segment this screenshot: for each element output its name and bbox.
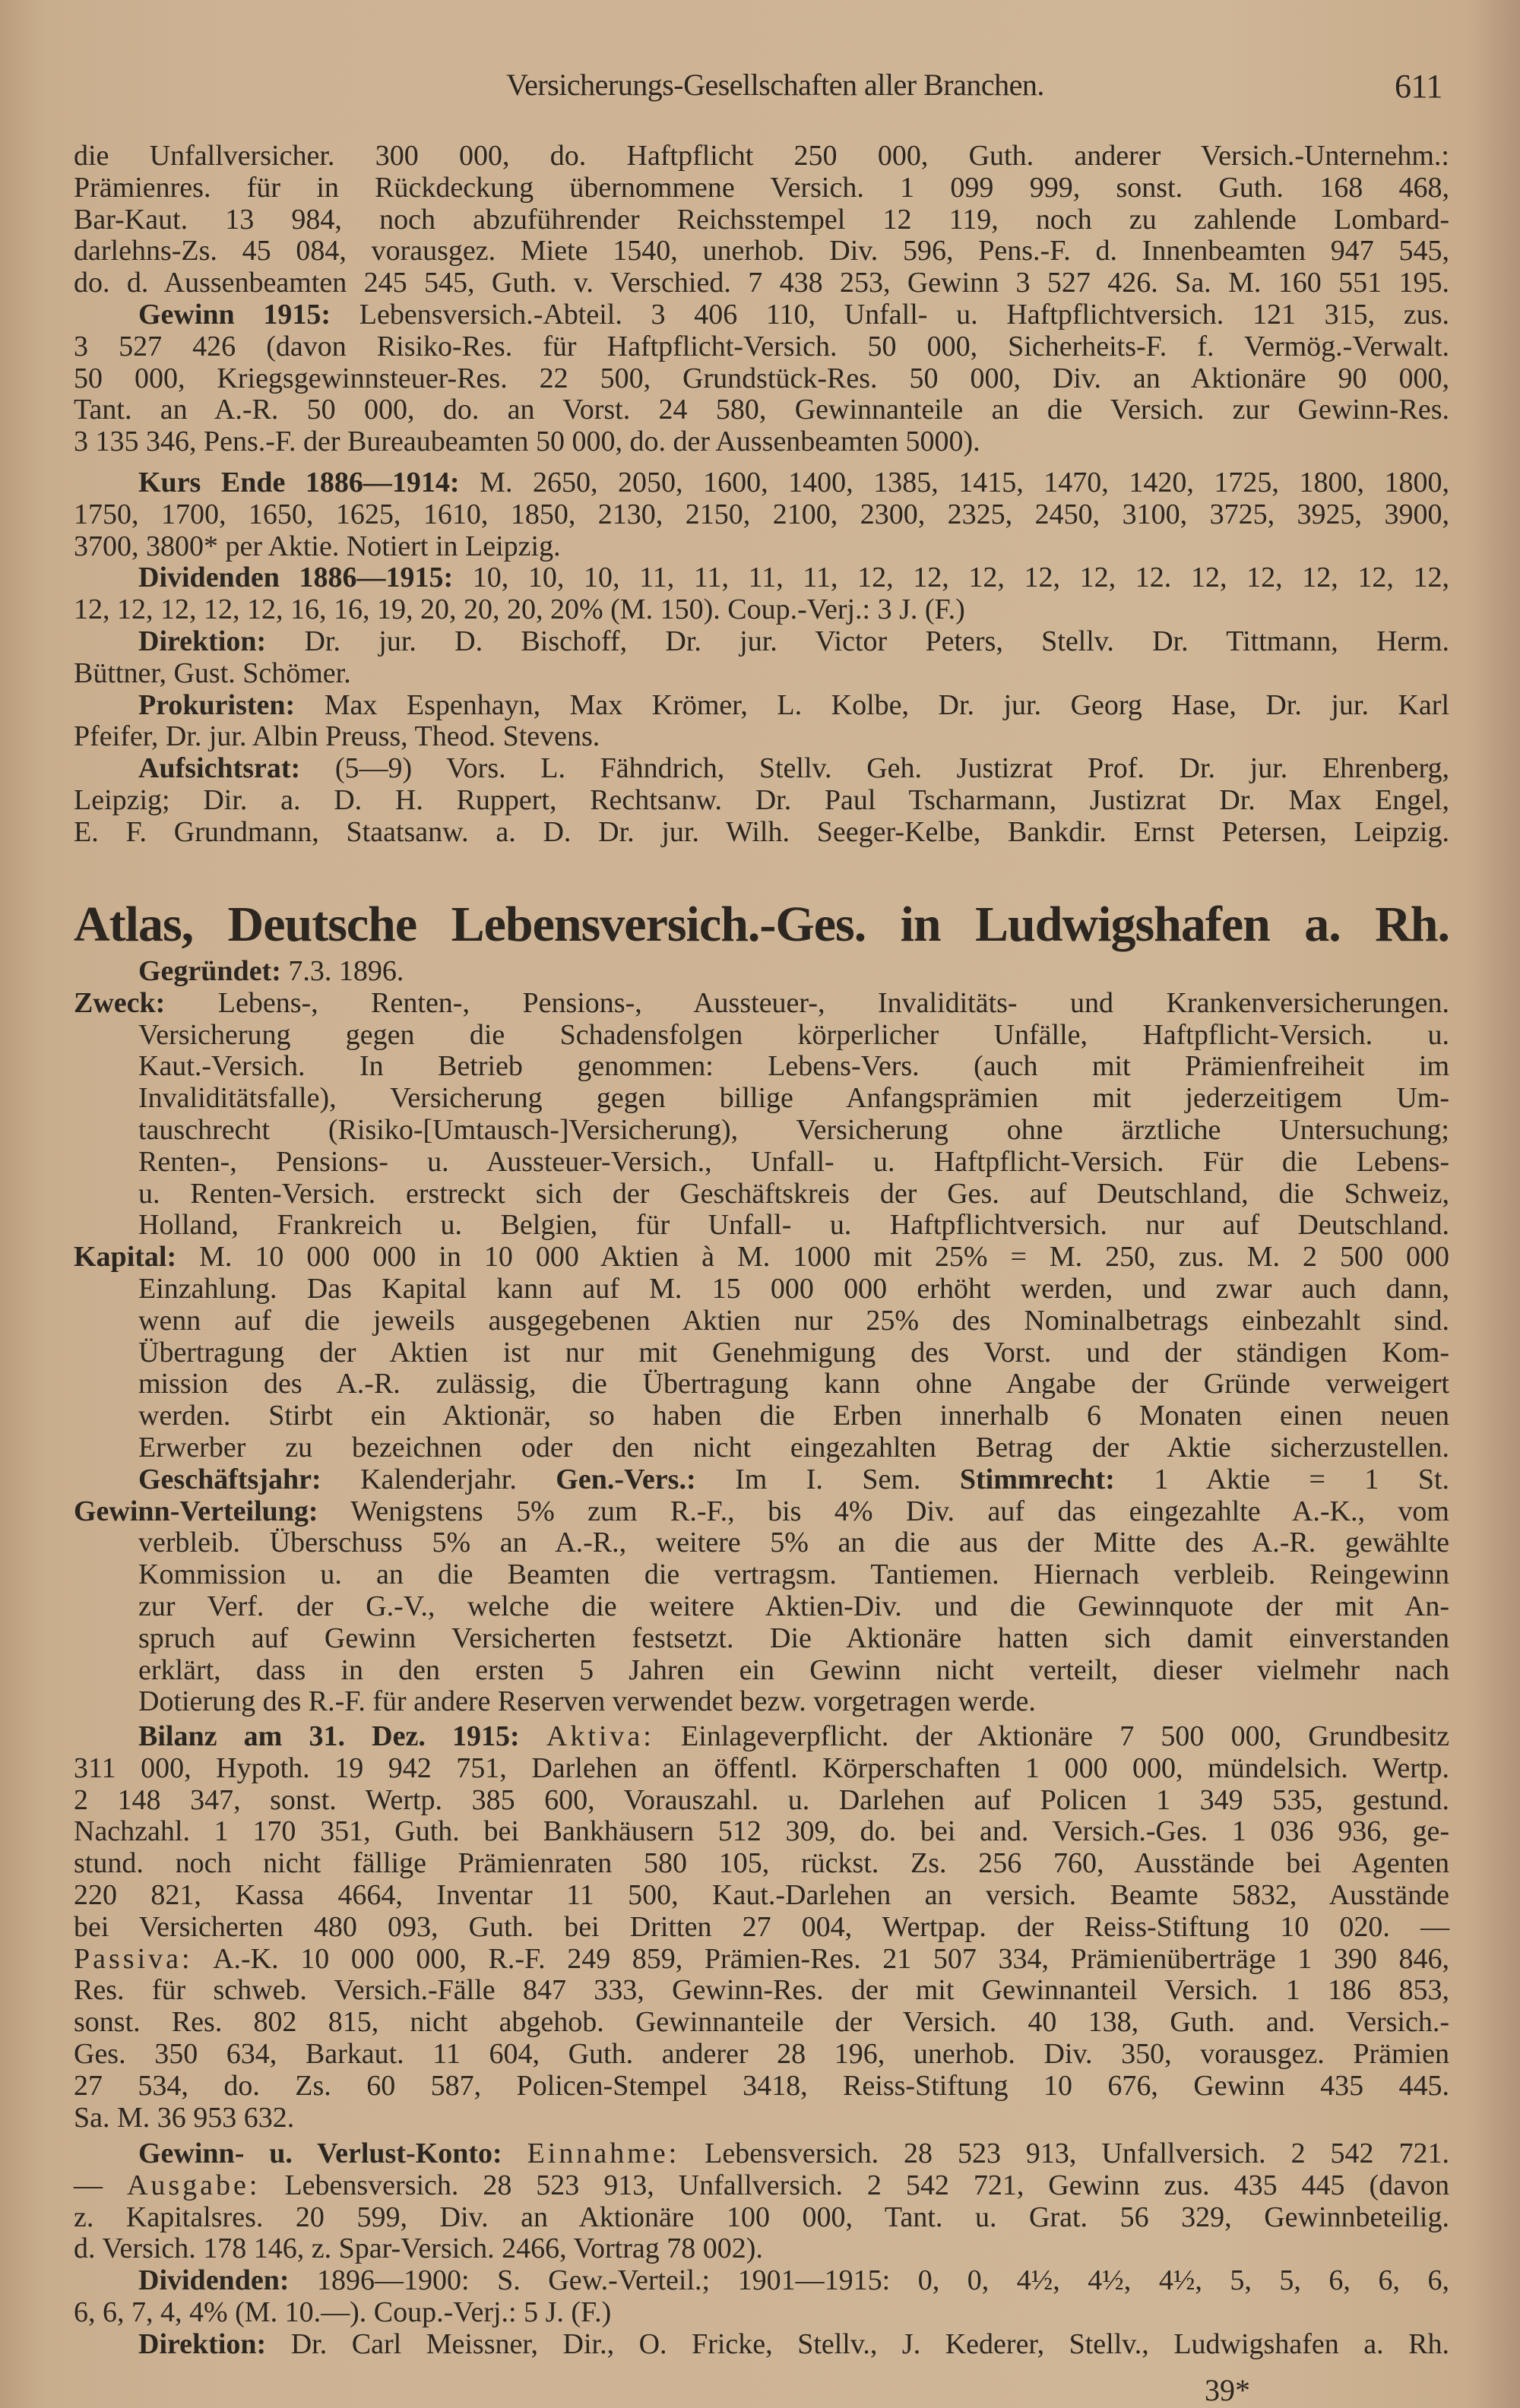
- text-line: z. Kapitalsres. 20 599, Div. an Aktionäre 100 000, Tant. u. Grat. 56 329, Gewinnbeteilig.: [74, 2201, 1449, 2233]
- text: Max Espenhayn, Max Krömer, L. Kolbe, Dr. jur. Georg Hase, Dr. jur. Karl: [324, 688, 1450, 721]
- text-line: Dotierung des R.-F. für andere Reserven verwendet bezw. vorgetragen werde.: [138, 1685, 1036, 1718]
- text: Dr. jur. D. Bischoff, Dr. jur. Victor Peters, Stellv. Dr. Tittmann, Herm.: [304, 625, 1450, 657]
- section-label: Gewinn-Verteilung:: [74, 1495, 318, 1527]
- text-line: Prämienres. für in Rückdeckung übernommene Versich. 1 099 999, sonst. Guth. 168 468,: [74, 171, 1449, 204]
- text: Lebensversich.-Abteil. 3 406 110, Unfall- u. Haftpflichtversich. 121 315, zus.: [359, 298, 1449, 331]
- text-line: Übertragung der Aktien ist nur mit Genehmigung des Vorst. und der ständigen Kom-: [138, 1336, 1449, 1369]
- text-line: Invaliditätsfalle), Versicherung gegen billige Anfangsprämien mit jederzeitigem Um-: [138, 1082, 1449, 1115]
- entry-company-info: [74, 956, 1449, 1718]
- text: Einlageverpflicht. der Aktionäre 7 500 000, Grundbesitz: [681, 1720, 1450, 1752]
- running-header: Versicherungs-Gesellschaften aller Branchen.: [506, 68, 1044, 102]
- text-line: stund. noch nicht fällige Prämienraten 580 105, rückst. Zs. 256 760, Ausstände bei Agenten: [74, 1847, 1449, 1880]
- text-line: mission des A.-R. zulässig, die Übertragung kann ohne Angabe der Gründe verweigert: [138, 1368, 1449, 1400]
- bilanz-line: [74, 1721, 1449, 1753]
- text-line: sonst. Res. 802 815, nicht abgehob. Gewinnanteile der Versich. 40 138, Guth. and. Versich.-: [74, 2006, 1449, 2039]
- text-line: die Unfallversicher. 300 000, do. Haftpflicht 250 000, Guth. anderer Versich.-Unternehm.:: [74, 140, 1449, 172]
- text-line: 2 148 347, sonst. Wertp. 385 600, Vorauszahl. u. Darlehen auf Policen 1 349 535, gestund.: [74, 1783, 1449, 1816]
- direktion-line: [74, 626, 1449, 658]
- text-line: Kommission u. an die Beamten die vertragsm. Tantiemen. Hiernach verbleib. Reingewinn: [138, 1558, 1449, 1591]
- section-label: Kapital:: [74, 1241, 177, 1274]
- previous-entry-details: [74, 467, 1449, 849]
- gewinn-verteilung-line: [74, 1496, 1449, 1528]
- text-line: 27 534, do. Zs. 60 587, Policen-Stempel 3418, Reiss-Stiftung 10 676, Gewinn 435 445.: [74, 2069, 1449, 2102]
- entry-bilanz: [74, 1721, 1449, 2134]
- aktiva-label: Aktiva:: [546, 1720, 654, 1752]
- text: M. 2650, 2050, 1600, 1400, 1385, 1415, 1470, 1420, 1725, 1800, 1800,: [480, 467, 1450, 498]
- text: Dr. Carl Meissner, Dir., O. Fricke, Stellv., J. Kederer, Stellv., Ludwigshafen a. Rh.: [290, 2327, 1449, 2360]
- kurs-line: [74, 467, 1449, 499]
- text-line: Pfeifer, Dr. jur. Albin Preuss, Theod. Stevens.: [74, 720, 600, 753]
- text-line: Einzahlung. Das Kapital kann auf M. 15 000 000 erhöht werden, und zwar auch dann,: [138, 1272, 1449, 1305]
- text-line: Renten-, Pensions- u. Aussteuer-Versich., Unfall- u. Haftpflicht-Versich. Für die Lebens-: [138, 1145, 1449, 1178]
- text-line: Holland, Frankreich u. Belgien, für Unfall- u. Haftpflichtversich. nur auf Deutschland.: [138, 1209, 1449, 1242]
- section-label: Aufsichtsrat:: [138, 752, 301, 785]
- text-line: bei Versicherten 480 093, Guth. bei Dritten 27 004, Wertpap. der Reiss-Stiftung 10 020. —: [74, 1910, 1449, 1943]
- text-line: 1750, 1700, 1650, 1625, 1610, 1850, 2130, 2150, 2100, 2300, 2325, 2450, 3100, 3725, 3925, 3900,: [74, 498, 1449, 530]
- guv-line: [74, 2138, 1449, 2170]
- text: 10, 10, 10, 11, 11, 11, 11, 12, 12, 12, 12, 12, 12. 12, 12, 12, 12, 12,: [472, 562, 1450, 594]
- text: A.-K. 10 000 000, R.-F. 249 859, Prämien-Res. 21 507 334, Prämienüberträge 1 390 846,: [213, 1942, 1449, 1975]
- text-line: 6, 6, 7, 4, 4% (M. 10.—). Coup.-Verj.: 5 J. (F.): [74, 2296, 612, 2328]
- text-line: Kaut.-Versich. In Betrieb genommen: Lebens-Vers. (auch mit Prämienfreiheit im: [138, 1050, 1449, 1083]
- text: Lebensversich. 28 523 913, Unfallversich. 2 542 721.: [705, 2137, 1449, 2169]
- gewinn-line: [74, 299, 1449, 331]
- dash: —: [74, 2169, 103, 2201]
- text-line: Leipzig; Dir. a. D. H. Ruppert, Rechtsanw. Dr. Paul Tscharmann, Justizrat Dr. Max Engel,: [74, 783, 1449, 816]
- text-line: u. Renten-Versich. erstreckt sich der Geschäftskreis der Ges. auf Deutschland, die Schweiz,: [138, 1177, 1449, 1210]
- text-line: verbleib. Überschuss 5% an A.-R., weitere 5% an die aus der Mitte des A.-R. gewählte: [138, 1527, 1449, 1559]
- section-label: Kurs Ende 1886—1914:: [138, 467, 460, 498]
- section-label: Dividenden:: [138, 2264, 290, 2297]
- section-label: Gewinn- u. Verlust-Konto:: [138, 2137, 502, 2169]
- section-label: Direktion:: [138, 625, 267, 657]
- text-line: spruch auf Gewinn Versicherten festsetzt. Die Aktionäre hatten sich damit einverstanden: [138, 1622, 1449, 1654]
- text: Lebens-, Renten-, Pensions-, Aussteuer-, Invaliditäts- und Krankenversicherungen.: [217, 986, 1449, 1019]
- text-line: 12, 12, 12, 12, 12, 16, 16, 19, 20, 20, 20, 20% (M. 150). Coup.-Verj.: 3 J. (F.): [74, 593, 965, 626]
- prokuristen-line: [74, 690, 1449, 722]
- text: (5—9) Vors. L. Fähndrich, Stellv. Geh. Justizrat Prof. Dr. jur. Ehrenberg,: [334, 752, 1450, 785]
- text-line: 3 135 346, Pens.-F. der Bureaubeamten 50 000, do. der Aussenbeamten 5000).: [74, 426, 980, 458]
- entry-guv: [74, 2138, 1449, 2361]
- text-line: tauschrecht (Risiko-[Umtausch-]Versicherung), Versicherung ohne ärztliche Untersuchung;: [138, 1113, 1449, 1146]
- text-line: Versicherung gegen die Schadensfolgen körperlicher Unfälle, Haftpflicht-Versich. u.: [138, 1018, 1449, 1051]
- section-label: Gegründet:: [138, 955, 281, 987]
- text-line: E. F. Grundmann, Staatsanw. a. D. Dr. jur. Wilh. Seeger-Kelbe, Bankdir. Ernst Petersen, Leipzig.: [74, 815, 1449, 848]
- dividenden-line: [74, 2265, 1449, 2297]
- section-label: Stimmrecht:: [959, 1463, 1115, 1495]
- text-line: d. Versich. 178 146, z. Spar-Versich. 2466, Vortrag 78 002).: [74, 2232, 763, 2265]
- text: 1 Aktie = 1 St.: [1154, 1463, 1450, 1495]
- text: Im I. Sem.: [735, 1463, 921, 1495]
- text: M. 10 000 000 in 10 000 Aktien à M. 1000 mit 25% = M. 250, zus. M. 2 500 000: [199, 1241, 1449, 1274]
- section-label: Gen.-Vers.:: [556, 1463, 696, 1495]
- section-label: Dividenden 1886—1915:: [138, 562, 454, 594]
- text: 7.3. 1896.: [288, 955, 404, 987]
- aufsichtsrat-line: [74, 753, 1449, 785]
- signature-mark: 39*: [1205, 2373, 1250, 2407]
- text-line: Erwerber zu bezeichnen oder den nicht eingezahlten Betrag der Aktie sicherzustellen.: [138, 1431, 1449, 1463]
- text-line: werden. Stirbt ein Aktionär, so haben die Erben innerhalb 6 Monaten einen neuen: [138, 1400, 1449, 1432]
- text-line: Bar-Kaut. 13 984, noch abzuführender Reichsstempel 12 119, noch zu zahlende Lombard-: [74, 203, 1449, 236]
- page-number: 611: [1395, 68, 1442, 105]
- text-line: 50 000, Kriegsgewinnsteuer-Res. 22 500, Grundstück-Res. 50 000, Div. an Aktionäre 90 000,: [74, 362, 1449, 394]
- text-line: Sa. M. 36 953 632.: [74, 2101, 295, 2134]
- section-label: Geschäftsjahr:: [138, 1463, 321, 1495]
- passiva-line: [74, 1944, 1449, 1976]
- text: Lebensversich. 28 523 913, Unfallversich. 2 542 721, Gewinn zus. 435 445 (davon: [284, 2169, 1450, 2201]
- entry-title: Atlas, Deutsche Lebensversich.-Ges. in Ludwigshafen a. Rh.: [74, 897, 1449, 952]
- text-line: erklärt, dass in den ersten 5 Jahren ein Gewinn nicht verteilt, dieser vielmehr nach: [138, 1653, 1449, 1686]
- text-line: Ges. 350 634, Barkaut. 11 604, Guth. anderer 28 196, unerhob. Div. 350, vorausgez. Prämien: [74, 2037, 1449, 2070]
- text-line: darlehns-Zs. 45 084, vorausgez. Miete 1540, unerhob. Div. 596, Pens.-F. d. Innenbeamten 947 545,: [74, 235, 1449, 267]
- section-label: Direktion:: [138, 2327, 267, 2360]
- text-line: 220 821, Kassa 4664, Inventar 11 500, Kaut.-Darlehen an versich. Beamte 5832, Ausstände: [74, 1878, 1449, 1911]
- section-label: Prokuristen:: [138, 688, 296, 721]
- dividenden-line: [74, 562, 1449, 594]
- text-line: Res. für schweb. Versich.-Fälle 847 333, Gewinn-Res. der mit Gewinnanteil Versich. 1 186 853,: [74, 1974, 1449, 2007]
- text-line: Büttner, Gust. Schömer.: [74, 657, 351, 689]
- passiva-label: Passiva:: [74, 1942, 193, 1975]
- direktion-line: [74, 2329, 1449, 2361]
- text: 1896—1900: S. Gew.-Verteil.; 1901—1915: 0, 0, 4½, 4½, 4½, 5, 5, 6, 6, 6,: [317, 2264, 1450, 2297]
- section-label: Bilanz am 31. Dez. 1915:: [138, 1720, 520, 1752]
- zweck-line: [74, 988, 1449, 1020]
- text-line: 3 527 426 (davon Risiko-Res. für Haftpflicht-Versich. 50 000, Sicherheits-F. f. Vermög.-Verwalt.: [74, 330, 1449, 362]
- previous-entry-financials: [74, 141, 1449, 458]
- text-line: 3700, 3800* per Aktie. Notiert in Leipzig.: [74, 530, 561, 562]
- gegruendet-line: [74, 956, 1449, 988]
- text-line: wenn auf die jeweils ausgegebenen Aktien nur 25% des Nominalbetrags einbezahlt sind.: [138, 1304, 1449, 1337]
- kapital-line: [74, 1242, 1449, 1274]
- geschaeftsjahr-line: [74, 1464, 1449, 1496]
- section-label: Zweck:: [74, 986, 166, 1019]
- einnahme-label: Einnahme:: [527, 2137, 680, 2169]
- section-label: Gewinn 1915:: [138, 298, 331, 331]
- ausgabe-line: [74, 2170, 1449, 2202]
- text-line: Tant. an A.-R. 50 000, do. an Vorst. 24 580, Gewinnanteile an die Versich. zur Gewinn-Res.: [74, 394, 1449, 426]
- text: Wenigstens 5% zum R.-F., bis 4% Div. auf das eingezahlte A.-K., vom: [350, 1495, 1449, 1527]
- text-line: zur Verf. der G.-V., welche die weitere Aktien-Div. und die Gewinnquote der mit An-: [138, 1590, 1449, 1622]
- text-line: Nachzahl. 1 170 351, Guth. bei Bankhäusern 512 309, do. bei and. Versich.-Ges. 1 036 936, ge-: [74, 1815, 1449, 1848]
- text-line: do. d. Aussenbeamten 245 545, Guth. v. Verschied. 7 438 253, Gewinn 3 527 426. Sa. M. 160 551 195.: [74, 267, 1449, 299]
- text: Kalenderjahr.: [360, 1463, 517, 1495]
- text-line: 311 000, Hypoth. 19 942 751, Darlehen an öffentl. Körperschaften 1 000 000, mündelsich. Wertp.: [74, 1751, 1449, 1784]
- ausgabe-label: Ausgabe:: [126, 2169, 261, 2201]
